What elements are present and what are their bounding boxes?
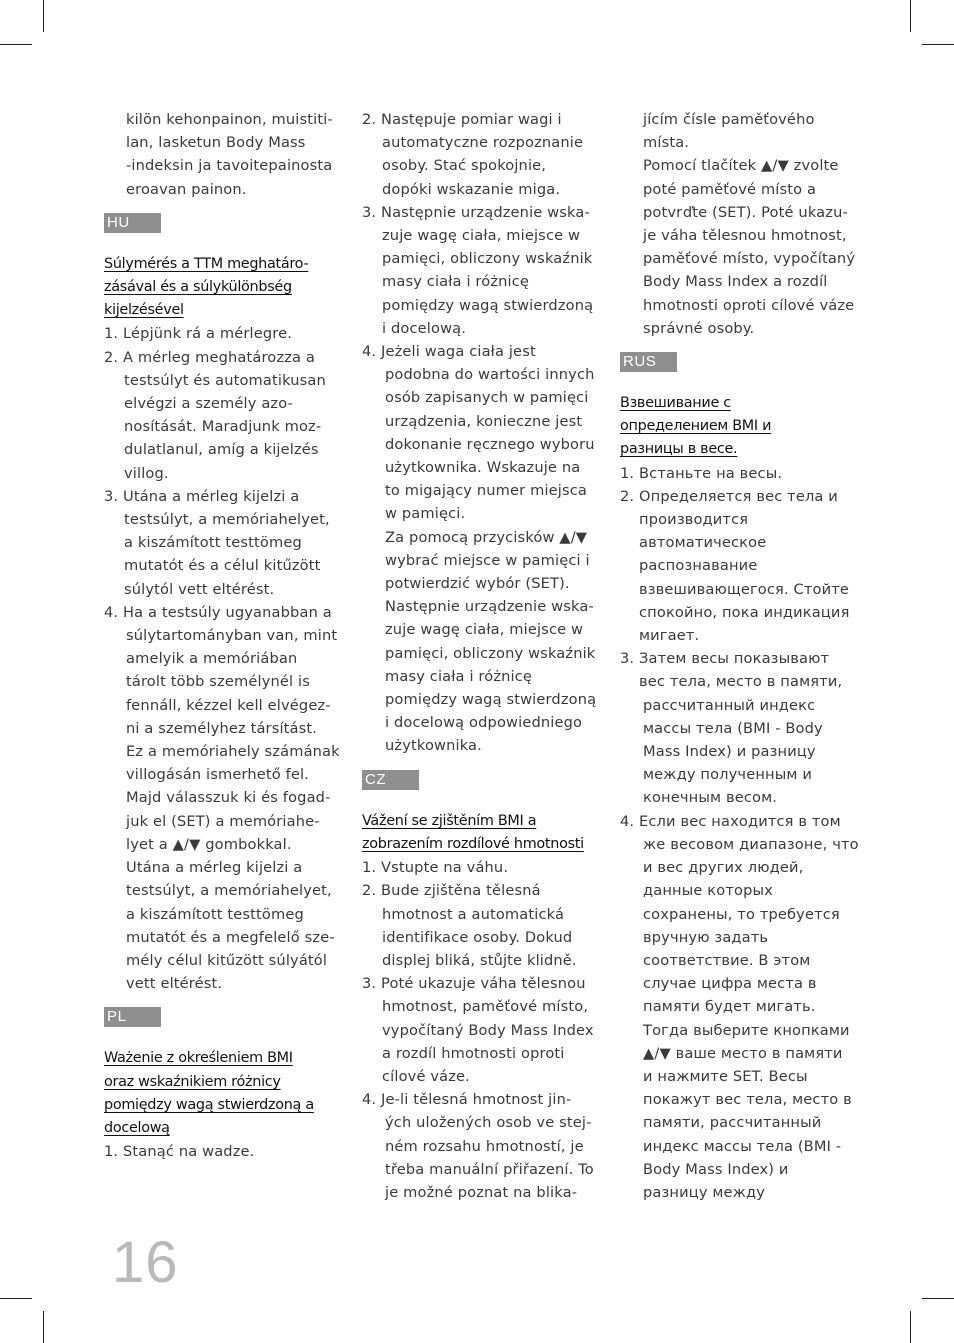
text-line: fennáll, kézzel kell elvégez- [126,696,331,714]
text-line: identifikace osoby. Dokud [382,928,573,946]
text-line: 2. Bude zjištěna tělesná [362,882,541,900]
text-line: памяти будет мигать. [643,998,816,1016]
text-line: lyet a ▲/▼ gombokkal. [126,835,292,853]
text-line: и вес других людей, [643,859,804,877]
text-line: w pamięci. [385,505,466,523]
text-line: pamięci, obliczony wskaźnik [382,250,593,268]
text-line: masy ciała i różnicę [385,667,533,685]
text-line: ▲/▼ ваше место в памяти [643,1044,843,1062]
crop-mark [922,1298,954,1299]
text-line: hmotnost a automatická [382,905,565,923]
heading-line: определением BMI и [620,418,772,435]
text-line: производится [639,511,749,529]
text-line: Body Mass Index a rozdíl [643,273,828,291]
text-line: 4. Jeżeli waga ciała jest [362,343,536,361]
text-line: автоматическое [639,534,767,552]
heading-line: zásával és a súlykülönbség [104,279,292,296]
text-line: ni a személyhez társítást. [126,719,318,737]
crop-mark [0,44,32,45]
text-line: testsúlyt, a memóriahelyet, [124,511,330,529]
text-line: 3. Poté ukazuje váha tělesnou [362,975,586,993]
crop-mark [0,1298,32,1299]
text-line: dokonanie ręcznego wyboru [385,435,595,453]
text-line: potwierdzić wybór (SET). [385,575,570,593]
text-line: Тогда выберите кнопками [643,1021,850,1039]
text-line: 4. Je-li tělesná hmotnost jin- [362,1091,572,1109]
text-line: masy ciała i różnicę [382,273,530,291]
text-line: tárolt több személynél is [126,673,310,691]
language-badge: CZ [362,770,419,790]
text-line: zuje wagę ciała, miejsce w [382,227,581,245]
text-line: urządzenia, konieczne jest [385,412,583,430]
section-heading [620,392,852,462]
text-line: конечным весом. [643,789,778,807]
text-line: памяти, рассчитанный [643,1114,822,1132]
text-line: случае цифра места в [643,975,817,993]
text-line: 1. Stanąć na wadze. [104,1143,255,1161]
text-line: ném rozsahu hmotností, je [385,1137,584,1155]
text-line: 1. Встаньте на весы. [620,464,783,482]
text-line: pomiędzy wagą stwierdzoną [382,296,594,314]
heading-line: Ważenie z określeniem BMI [104,1050,293,1067]
text-line: displej bliká, stůjte klidně. [382,951,577,969]
text-line: a kiszámított testtömeg [126,905,304,923]
text-line: Mass Index) и разницу [643,743,816,761]
text-line: a kiszámított testtömeg [124,534,302,552]
heading-line: oraz wskaźnikiem różnicy [104,1073,281,1090]
text-line: testsúlyt, a memóriahelyet, [126,882,332,900]
text-line: же весовом диапазоне, что [643,835,859,853]
text-line: mutatót és a megfelelő sze- [126,928,335,946]
text-line: lan, lasketun Body Mass [126,134,306,152]
text-line: cílové váze. [382,1067,470,1085]
page-number: 16 [112,1230,179,1295]
text-line: vett eltérést. [126,975,223,993]
crop-mark [910,1311,911,1343]
instruction-text [620,462,859,1205]
text-line: eroavan painon. [126,180,247,198]
text-line: взвешивающегося. Стойте [639,580,850,598]
crop-mark [43,1311,44,1343]
text-line: данные которых [643,882,773,900]
text-line: Ez a memóriahely számának [126,743,340,761]
crop-mark [910,0,911,32]
text-line: paměťové místo, vypočítaný [643,250,856,268]
text-line: 1. Lépjünk rá a mérlegre. [104,325,293,343]
text-line: a rozdíl hmotnosti oproti [382,1044,565,1062]
text-line: villog. [124,464,169,482]
text-line: súlytól vett eltérést. [124,580,275,598]
text-line: osób zapisanych w pamięci [385,389,589,407]
crop-mark [43,0,44,32]
instruction-text [620,108,856,340]
text-line: 1. Vstupte na váhu. [362,859,509,877]
text-line: Body Mass Index) и [643,1160,789,1178]
section-heading [104,1047,334,1140]
text-line: zuje wagę ciała, miejsce w [385,621,584,639]
text-line: správné osoby. [643,319,755,337]
text-line: pomiędzy wagą stwierdzoną [385,691,597,709]
text-line: je možné poznat na blika- [385,1183,578,1201]
text-line: poté paměťové místo a [643,180,817,198]
text-line: соответствие. В этом [643,951,811,969]
text-line: třeba manuální přiřazení. To [385,1160,594,1178]
text-line: kilön kehonpainon, muistiti- [126,111,333,128]
text-line: распознавание [639,557,758,575]
text-line: разницу между [643,1183,766,1201]
text-line: je váha tělesnou hmotnost, [643,227,847,245]
text-line: pamięci, obliczony wskaźnik [385,644,596,662]
text-line: сохранены, то требуется [643,905,840,923]
heading-line: разницы в весе. [620,441,738,458]
text-line: nosítását. Maradjunk moz- [124,418,322,436]
text-line: osoby. Stać spokojnie, [382,157,547,175]
heading-line: docelową [104,1119,170,1136]
text-line: вручную задать [643,928,769,946]
text-line: vypočítaný Body Mass Index [382,1021,594,1039]
text-line: рассчитанный индекс [643,696,816,714]
text-line: to migający numer miejsca [385,482,588,500]
text-line: ých uložených osob ve stej- [385,1114,592,1132]
text-line: 2. Определяется вес тела и [620,487,838,505]
text-line: массы тела (BMI - Body [643,719,823,737]
text-line: dulatlanul, amíg a kijelzés [124,441,319,459]
text-line: 4. Ha a testsúly ugyanabban a [104,603,332,621]
section-heading [104,253,334,323]
text-line: спокойно, пока индикация [639,603,850,621]
text-line: użytkownika. Wskazuje na [385,459,581,477]
heading-line: pomiędzy wagą stwierdzoną a [104,1096,314,1113]
language-badge: PL [104,1007,161,1027]
text-line: Następnie urządzenie wska- [385,598,594,616]
text-line: между полученным и [643,766,812,784]
text-line: automatyczne rozpoznanie [382,134,584,152]
text-line: súlytartományban van, mint [126,627,338,645]
text-line: и нажмите SET. Весы [643,1067,808,1085]
text-line: elvégzi a személy azo- [124,395,293,413]
language-badge: RUS [620,352,677,372]
text-line: 4. Если вес находится в том [620,812,841,830]
text-line: mély célul kitűzött súlyától [126,951,328,969]
heading-line: zobrazením rozdílové hmotnosti [362,835,584,852]
heading-line: Súlymérés a TTM meghatáro- [104,255,309,272]
section-heading [362,810,594,856]
text-column-3 [620,108,859,1204]
heading-line: Vážení se zjištěním BMI a [362,812,537,829]
text-line: Za pomocą przycisków ▲/▼ [385,528,588,546]
text-column-1 [104,108,340,1163]
heading-line: kijelzésével [104,302,184,319]
text-line: Pomocí tlačítek ▲/▼ zvolte [643,157,839,175]
text-line: dopóki wskazanie miga. [382,180,561,198]
text-line: Utána a mérleg kijelzi a [126,859,303,877]
text-line: jícím čísle paměťového [643,111,815,128]
text-line: вес тела, место в памяти, [639,673,843,691]
text-line: покажут вес тела, место в [643,1091,852,1109]
text-line: místa. [643,134,690,152]
instruction-text [362,856,594,1204]
text-line: amelyik a memóriában [126,650,298,668]
text-line: mutatót és a célul kitűzött [124,557,321,575]
text-line: testsúlyt és automatikusan [124,371,326,389]
text-line: индекс массы тела (BMI - [643,1137,842,1155]
text-line: -indeksin ja tavoitepainosta [126,157,333,175]
text-line: hmotnost, paměťové místo, [382,998,589,1016]
text-column-2 [362,108,597,1204]
text-line: i docelową. [382,319,467,337]
instruction-text [104,1140,334,1163]
text-line: villogásán ismerhető fel. [126,766,310,784]
text-line: podobna do wartości innych [385,366,595,384]
crop-mark [922,44,954,45]
text-line: мигает. [639,627,700,645]
text-line: i docelową odpowiedniego [385,714,583,732]
text-line: 3. Затем весы показывают [620,650,830,668]
text-line: Majd válasszuk ki és fogad- [126,789,331,807]
text-line: użytkownika. [385,737,482,755]
text-line: 2. A mérleg meghatározza a [104,348,315,366]
language-badge: HU [104,213,161,233]
instruction-text [104,322,340,995]
text-line: hmotnosti oproti cílové váze [643,296,855,314]
instruction-text [104,108,334,201]
instruction-text [362,108,597,758]
text-line: 2. Następuje pomiar wagi i [362,111,562,128]
text-line: wybrać miejsce w pamięci i [385,551,590,569]
text-line: 3. Następnie urządzenie wska- [362,203,590,221]
text-line: juk el (SET) a memóriahe- [126,812,320,830]
text-line: potvrďte (SET). Poté ukazu- [643,203,848,221]
text-line: 3. Utána a mérleg kijelzi a [104,487,300,505]
heading-line: Взвешивание с [620,395,731,412]
